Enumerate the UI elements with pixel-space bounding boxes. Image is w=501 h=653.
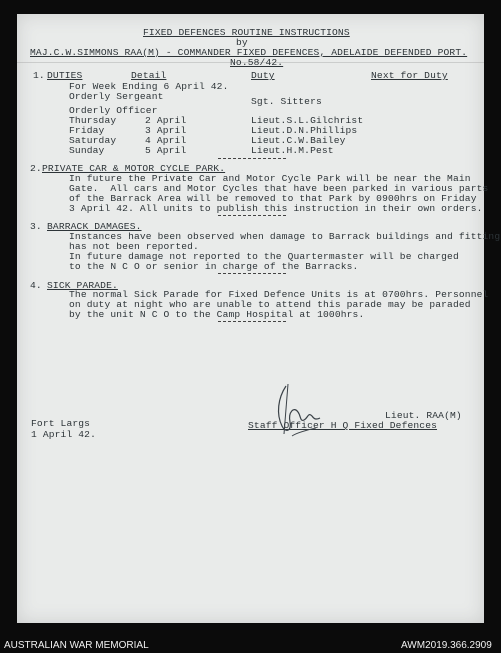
section-2-heading: PRIVATE CAR & MOTOR CYCLE PARK. — [42, 163, 226, 174]
column-detail-header: Detail — [131, 70, 167, 81]
section-3-line: has not been reported. — [69, 241, 199, 252]
section-3-number: 3. — [30, 221, 42, 232]
duty-row-officer: Lieut.H.M.Pest — [251, 145, 334, 156]
duty-row-date: 5 April — [145, 145, 187, 156]
section-3-line: In future damage not reported to the Quartermaster will be charged — [69, 251, 459, 262]
handwritten-signature — [268, 378, 328, 440]
orderly-sergeant-label: Orderly Sergeant — [69, 91, 164, 102]
section-2-number: 2. — [30, 163, 42, 174]
section-2-line: 3 April 42. All units to publish this instruction in their own orders. — [69, 203, 483, 214]
signatory-rank: Lieut. RAA(M) — [385, 410, 462, 421]
place-of-issue: Fort Largs — [31, 418, 91, 429]
section-divider — [218, 158, 286, 160]
section-divider — [218, 273, 286, 275]
column-duty-header: Duty — [251, 70, 275, 81]
section-divider — [218, 215, 286, 217]
duty-row-date: 3 April — [145, 125, 187, 136]
duty-row-date: 2 April — [145, 115, 187, 126]
section-1-heading: DUTIES — [47, 70, 83, 81]
date-of-issue: 1 April 42. — [31, 429, 96, 440]
section-4-line: The normal Sick Parade for Fixed Defence Units is at 0700hrs. Personnel — [69, 289, 489, 300]
section-3-heading: BARRACK DAMAGES. — [47, 221, 142, 232]
footer-accession-number: AWM2019.366.2909 — [401, 640, 492, 651]
column-next-for-duty-header: Next for Duty — [371, 70, 448, 81]
document-title: FIXED DEFENCES ROUTINE INSTRUCTIONS — [143, 27, 350, 38]
section-divider — [218, 321, 286, 323]
footer-institution: AUSTRALIAN WAR MEMORIAL — [4, 640, 149, 651]
section-1-number: 1. — [33, 70, 45, 81]
week-ending: For Week Ending 6 April 42. — [69, 81, 229, 92]
section-4-number: 4. — [30, 280, 42, 291]
duty-row-day: Sunday — [69, 145, 105, 156]
duty-row-day: Thursday — [69, 115, 117, 126]
duty-row-officer: Lieut.C.W.Bailey — [251, 135, 346, 146]
duty-row-day: Friday — [69, 125, 105, 136]
author-line: MAJ.C.W.SIMMONS RAA(M) - COMMANDER FIXED DEFENCES, ADELAIDE DEFENDED PORT. — [30, 47, 468, 58]
duty-row-day: Saturday — [69, 135, 117, 146]
section-3-line: Instances have been observed when damage to Barrack buildings and fitting — [69, 231, 501, 242]
section-2-line: of the Barrack Area will be removed to that Park by 0900hrs on Friday — [69, 193, 477, 204]
section-3-line: to the N C O or senior in charge of the Barracks. — [69, 261, 359, 272]
duty-row-date: 4 April — [145, 135, 187, 146]
section-2-line: In future the Private Car and Motor Cycle Park will be near the Main — [69, 173, 471, 184]
section-4-heading: SICK PARADE. — [47, 280, 118, 291]
orderly-officer-label: Orderly Officer — [69, 105, 158, 116]
orderly-sergeant-name: Sgt. Sitters — [251, 96, 322, 107]
duty-row-officer: Lieut.S.L.Gilchrist — [251, 115, 364, 126]
instruction-number: No.58/42. — [230, 57, 284, 68]
section-4-line: by the unit N C O to the Camp Hospital at 1000hrs. — [69, 309, 365, 320]
section-2-line: Gate. All cars and Motor Cycles that have been parked in various parts — [69, 183, 489, 194]
by-line: by — [236, 37, 248, 48]
duty-row-officer: Lieut.D.N.Phillips — [251, 125, 358, 136]
section-4-line: on duty at night who are unable to attend this parade may be paraded — [69, 299, 471, 310]
signatory-title: Staff Officer H Q Fixed Defences — [248, 420, 438, 431]
